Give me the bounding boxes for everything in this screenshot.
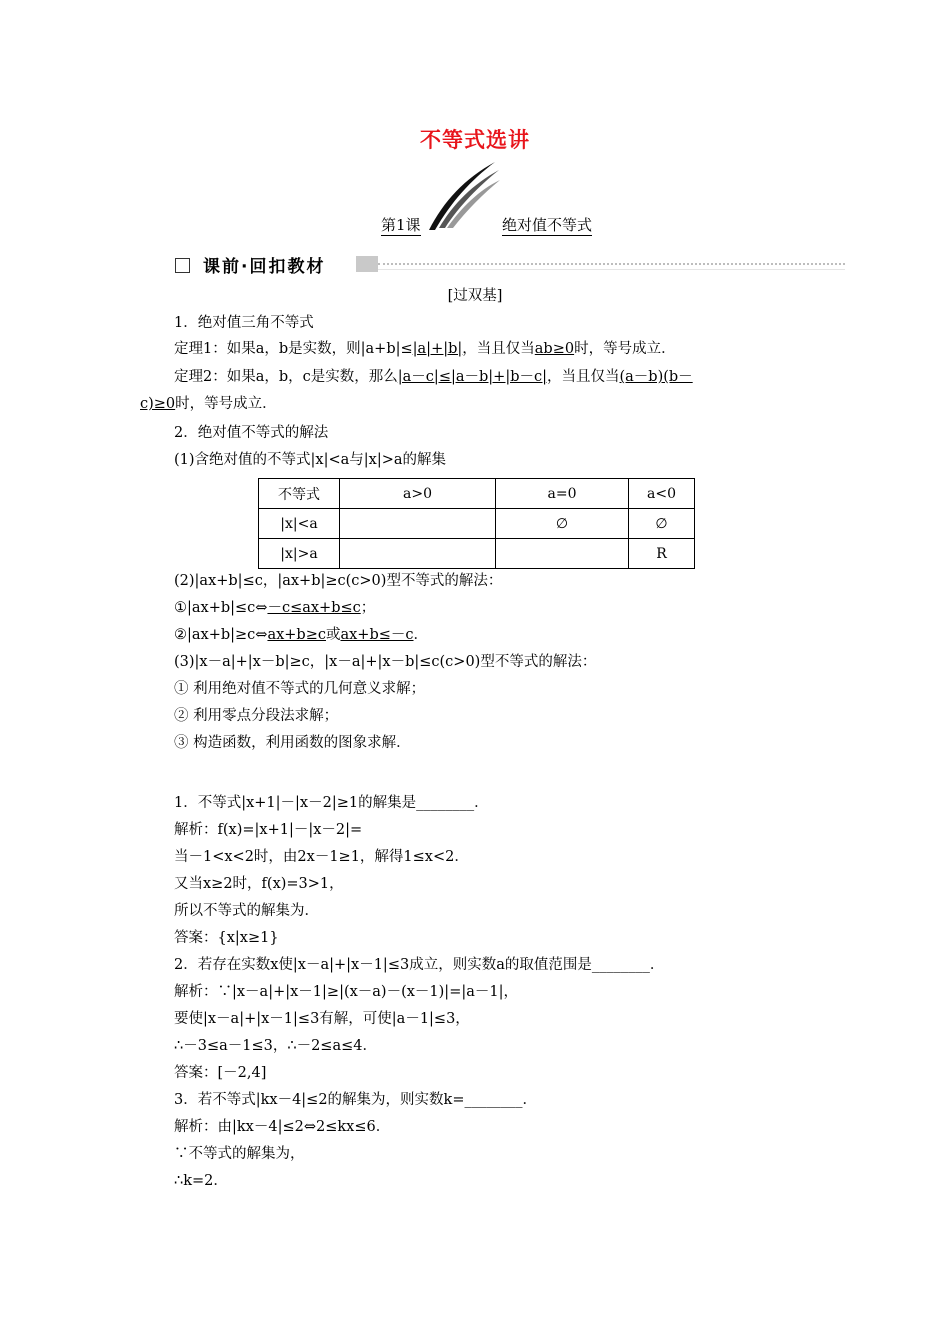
method-3-item-1: ① 利用绝对值不等式的几何意义求解； (174, 681, 426, 697)
method-2-heading: (2)|ax+b|≤c，|ax+b|≥c(c>0)型不等式的解法： (174, 573, 503, 589)
table-header-cell: a<0 (629, 479, 695, 509)
theorem-1: 定理1：如果a，b是实数，则|a+b|≤|a|+|b|，当且仅当ab≥0时，等号成立． (174, 341, 676, 357)
exercise-line: ∴－3≤a－1≤3，∴－2≤a≤4． (174, 1038, 377, 1054)
section-rule-2 (378, 269, 845, 270)
subheading: [过双基] (447, 288, 503, 304)
table-cell: |x|>a (259, 539, 340, 569)
section-bar-accent (356, 256, 378, 272)
table-cell (340, 539, 496, 569)
theorem-2: 定理2：如果a，b，c是实数，那么|a－c|≤|a－b|+|b－c|，当且仅当(a－b)(b－ (174, 369, 693, 385)
table-header-row (259, 479, 695, 509)
table-cell: ∅ (629, 509, 695, 539)
table-header-cell: a>0 (340, 479, 496, 509)
exercise-line: 又当x≥2时，f(x)=3>1， (174, 876, 344, 892)
table-cell: R (629, 539, 695, 569)
exercise-line: 解析：∵|x－a|+|x－1|≥|(x－a)－(x－1)|=|a－1|， (174, 984, 518, 1000)
exercise-answer: 答案：[－2,4] (174, 1065, 267, 1081)
table-cell (340, 509, 496, 539)
method-3-item-2: ② 利用零点分段法求解； (174, 708, 339, 724)
section-label: 课前·回扣教材 (203, 257, 326, 277)
exercise-line: ∴k=2． (174, 1173, 228, 1189)
heading-triangle-inequality: 1．绝对值三角不等式 (174, 315, 314, 331)
exercise-line: 当－1<x<2时，由2x－1≥1，解得1≤x<2． (174, 849, 469, 865)
lesson-topic: 绝对值不等式 (502, 216, 593, 234)
exercise-line: 解析：由|kx－4|≤2⇔2≤kx≤6． (174, 1119, 391, 1135)
theorem-2-cont: c)≥0时，等号成立． (140, 396, 277, 412)
method-3-item-3: ③ 构造函数，利用函数的图象求解． (174, 735, 411, 751)
exercise-line: 2．若存在实数x使|x－a|+|x－1|≤3成立，则实数a的取值范围是________． (174, 957, 665, 973)
page-title: 不等式选讲 (420, 128, 530, 152)
table-cell: ∅ (496, 509, 629, 539)
section-rule (378, 263, 845, 265)
table-cell (496, 539, 629, 569)
method-3-heading: (3)|x－a|+|x－b|≥c，|x－a|+|x－b|≤c(c>0)型不等式的解法： (174, 654, 597, 670)
exercise-line: 3．若不等式|kx－4|≤2的解集为，则实数k=________． (174, 1092, 537, 1108)
exercise-line: 解析：f(x)=|x+1|－|x－2|= (174, 822, 363, 838)
exercise-line: 所以不等式的解集为． (174, 903, 319, 919)
heading-solution-methods: 2．绝对值不等式的解法 (174, 425, 329, 441)
section-header (173, 252, 845, 277)
subheading-solution-sets: (1)含绝对值的不等式|x|<a与|x|>a的解集 (174, 452, 447, 468)
exercise-line: 1．不等式|x+1|－|x－2|≥1的解集是________． (174, 795, 489, 811)
table-cell: |x|<a (259, 509, 340, 539)
table-header-cell: 不等式 (259, 479, 340, 509)
table-row (259, 539, 695, 569)
exercise-line: 要使|x－a|+|x－1|≤3有解，可使|a－1|≤3， (174, 1011, 470, 1027)
exercise-line: ∵不等式的解集为， (174, 1146, 305, 1162)
swoosh-decoration-icon (425, 158, 501, 234)
exercise-answer: 答案：{x|x≥1} (174, 930, 279, 946)
solution-set-table (258, 478, 695, 569)
checkbox-square-icon (175, 258, 190, 273)
table-row (259, 509, 695, 539)
table-header-cell: a=0 (496, 479, 629, 509)
method-2-rule-1: ①|ax+b|≤c⇔－c≤ax+b≤c； (174, 600, 376, 616)
method-2-rule-2: ②|ax+b|≥c⇔ax+b≥c或ax+b≤－c． (174, 627, 429, 643)
lesson-number: 第1课 (381, 216, 421, 234)
